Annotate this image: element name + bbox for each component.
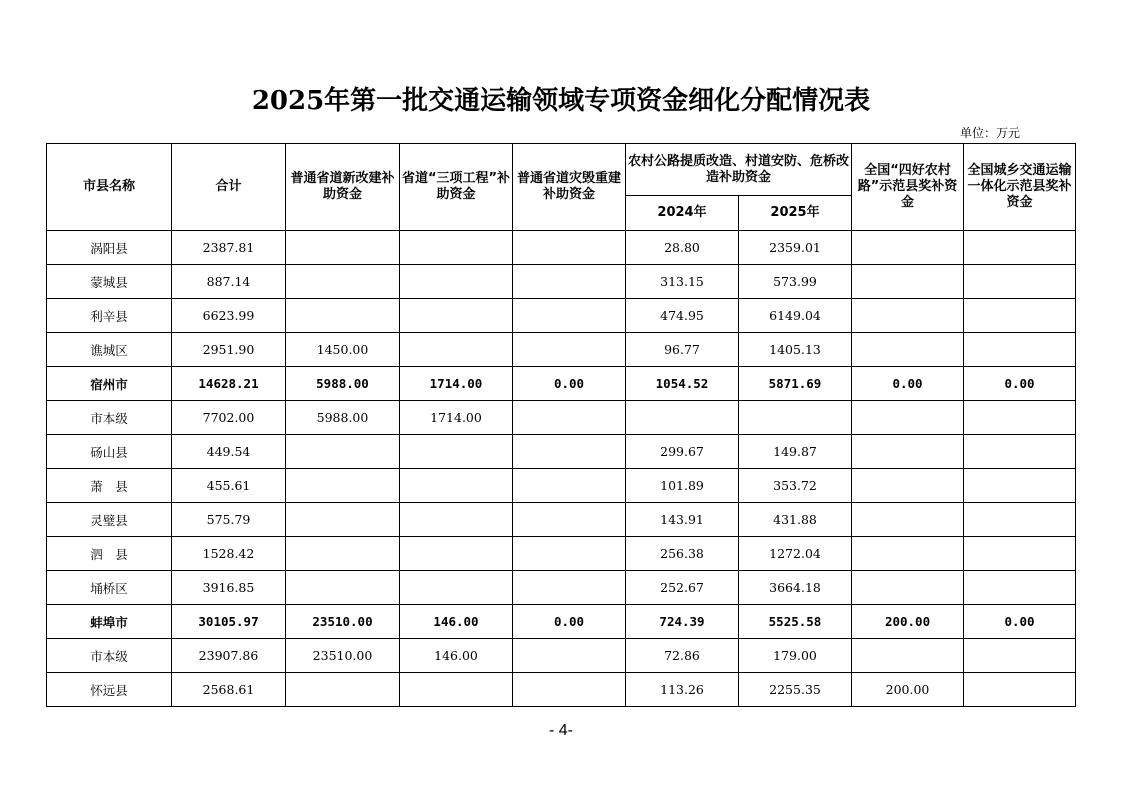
cell-amount-c5 (852, 639, 964, 673)
cell-amount-c3 (513, 231, 626, 265)
cell-amount-c1 (286, 673, 400, 707)
cell-amount-total: 3916.85 (172, 571, 286, 605)
cell-amount-y2025: 2255.35 (739, 673, 852, 707)
cell-amount-total: 30105.97 (172, 605, 286, 639)
cell-amount-c2 (400, 537, 513, 571)
cell-region-name: 市本级 (47, 639, 172, 673)
cell-amount-c3 (513, 265, 626, 299)
cell-amount-y2025: 5525.58 (739, 605, 852, 639)
cell-amount-c5 (852, 571, 964, 605)
cell-region-name: 泗 县 (47, 537, 172, 571)
cell-amount-c2 (400, 673, 513, 707)
cell-region-name: 砀山县 (47, 435, 172, 469)
table-row (47, 571, 1076, 605)
cell-amount-y2024: 313.15 (626, 265, 739, 299)
cell-amount-y2025: 573.99 (739, 265, 852, 299)
cell-amount-c2: 146.00 (400, 639, 513, 673)
cell-amount-c5 (852, 469, 964, 503)
cell-amount-c6 (964, 401, 1076, 435)
cell-amount-c6 (964, 299, 1076, 333)
cell-amount-total: 14628.21 (172, 367, 286, 401)
cell-amount-total: 449.54 (172, 435, 286, 469)
cell-amount-y2025: 1272.04 (739, 537, 852, 571)
cell-amount-y2024: 101.89 (626, 469, 739, 503)
cell-amount-c3: 0.00 (513, 367, 626, 401)
cell-amount-c5 (852, 265, 964, 299)
cell-amount-total: 575.79 (172, 503, 286, 537)
header-four-good-roads: 全国“四好农村路”示范县奖补资金 (852, 144, 964, 231)
cell-amount-c3 (513, 401, 626, 435)
cell-region-name: 涡阳县 (47, 231, 172, 265)
cell-amount-total: 2568.61 (172, 673, 286, 707)
cell-region-name: 埇桥区 (47, 571, 172, 605)
cell-amount-y2024: 474.95 (626, 299, 739, 333)
header-rural-road-group: 农村公路提质改造、村道安防、危桥改造补助资金 (626, 144, 852, 196)
cell-amount-y2024: 1054.52 (626, 367, 739, 401)
cell-region-name: 蚌埠市 (47, 605, 172, 639)
cell-amount-c6 (964, 673, 1076, 707)
cell-amount-c2 (400, 299, 513, 333)
cell-amount-c1 (286, 503, 400, 537)
unit-label: 单位：万元 (960, 126, 1021, 140)
cell-amount-y2025: 179.00 (739, 639, 852, 673)
cell-amount-y2024: 28.80 (626, 231, 739, 265)
cell-amount-total: 7702.00 (172, 401, 286, 435)
header-total: 合计 (172, 144, 286, 231)
cell-amount-c5 (852, 299, 964, 333)
cell-amount-c2 (400, 333, 513, 367)
header-urban-rural-integration: 全国城乡交通运输一体化示范县奖补资金 (964, 144, 1076, 231)
cell-amount-y2024: 113.26 (626, 673, 739, 707)
cell-region-name: 蒙城县 (47, 265, 172, 299)
cell-amount-c6: 0.00 (964, 605, 1076, 639)
header-year-2025: 2025年 (739, 196, 852, 231)
cell-region-name: 萧 县 (47, 469, 172, 503)
cell-amount-c6 (964, 435, 1076, 469)
cell-amount-c5: 200.00 (852, 605, 964, 639)
cell-amount-c1: 1450.00 (286, 333, 400, 367)
cell-amount-y2025: 2359.01 (739, 231, 852, 265)
cell-amount-c1 (286, 299, 400, 333)
cell-amount-c5: 200.00 (852, 673, 964, 707)
cell-amount-y2025 (739, 401, 852, 435)
cell-amount-c3 (513, 537, 626, 571)
page-number: - 4- (549, 722, 573, 739)
cell-region-name: 市本级 (47, 401, 172, 435)
cell-amount-c1: 23510.00 (286, 605, 400, 639)
header-provincial-road-new: 普通省道新改建补助资金 (286, 144, 400, 231)
header-disaster-rebuild: 普通省道灾毁重建补助资金 (513, 144, 626, 231)
cell-amount-c6: 0.00 (964, 367, 1076, 401)
cell-amount-y2025: 353.72 (739, 469, 852, 503)
table-row (47, 299, 1076, 333)
cell-amount-total: 455.61 (172, 469, 286, 503)
header-row (47, 144, 1076, 196)
cell-amount-c2 (400, 503, 513, 537)
cell-region-name: 怀远县 (47, 673, 172, 707)
cell-amount-c3 (513, 435, 626, 469)
cell-amount-c3 (513, 333, 626, 367)
cell-amount-c6 (964, 469, 1076, 503)
cell-amount-c1 (286, 537, 400, 571)
cell-amount-c2 (400, 435, 513, 469)
cell-amount-c1: 5988.00 (286, 401, 400, 435)
table-row (47, 605, 1076, 639)
cell-region-name: 利辛县 (47, 299, 172, 333)
cell-amount-c3 (513, 469, 626, 503)
cell-amount-c2: 1714.00 (400, 367, 513, 401)
cell-amount-c2: 1714.00 (400, 401, 513, 435)
allocation-table (46, 143, 1076, 707)
table-row (47, 333, 1076, 367)
cell-amount-c2 (400, 231, 513, 265)
cell-amount-c1 (286, 231, 400, 265)
table-row (47, 401, 1076, 435)
table-row (47, 673, 1076, 707)
cell-amount-y2024: 724.39 (626, 605, 739, 639)
cell-amount-c5: 0.00 (852, 367, 964, 401)
cell-amount-c3 (513, 503, 626, 537)
cell-amount-y2025: 6149.04 (739, 299, 852, 333)
cell-amount-total: 2387.81 (172, 231, 286, 265)
cell-amount-y2024 (626, 401, 739, 435)
header-name: 市县名称 (47, 144, 172, 231)
cell-amount-c3 (513, 571, 626, 605)
cell-amount-c1: 23510.00 (286, 639, 400, 673)
cell-amount-y2025: 5871.69 (739, 367, 852, 401)
table-row (47, 537, 1076, 571)
cell-amount-c1 (286, 435, 400, 469)
cell-amount-c5 (852, 435, 964, 469)
cell-amount-c6 (964, 571, 1076, 605)
cell-amount-y2025: 149.87 (739, 435, 852, 469)
cell-amount-c1 (286, 265, 400, 299)
cell-amount-y2024: 96.77 (626, 333, 739, 367)
header-three-projects: 省道“三项工程”补助资金 (400, 144, 513, 231)
cell-amount-c1 (286, 469, 400, 503)
table-row (47, 231, 1076, 265)
cell-amount-c3 (513, 299, 626, 333)
table-row (47, 503, 1076, 537)
cell-amount-total: 1528.42 (172, 537, 286, 571)
table-row (47, 639, 1076, 673)
cell-amount-c6 (964, 503, 1076, 537)
cell-amount-c6 (964, 231, 1076, 265)
cell-amount-total: 887.14 (172, 265, 286, 299)
cell-amount-c5 (852, 333, 964, 367)
cell-amount-y2025: 3664.18 (739, 571, 852, 605)
table-row (47, 435, 1076, 469)
cell-amount-c5 (852, 401, 964, 435)
cell-amount-c1: 5988.00 (286, 367, 400, 401)
cell-amount-y2025: 1405.13 (739, 333, 852, 367)
cell-amount-c5 (852, 231, 964, 265)
cell-amount-c2: 146.00 (400, 605, 513, 639)
cell-amount-y2024: 256.38 (626, 537, 739, 571)
cell-region-name: 谯城区 (47, 333, 172, 367)
table-row (47, 367, 1076, 401)
cell-amount-c3: 0.00 (513, 605, 626, 639)
table-body (47, 231, 1076, 707)
cell-region-name: 灵璧县 (47, 503, 172, 537)
cell-region-name: 宿州市 (47, 367, 172, 401)
cell-amount-c3 (513, 639, 626, 673)
cell-amount-c6 (964, 537, 1076, 571)
table-row (47, 469, 1076, 503)
cell-amount-c6 (964, 639, 1076, 673)
header-year-2024: 2024年 (626, 196, 739, 231)
table-row (47, 265, 1076, 299)
cell-amount-y2024: 72.86 (626, 639, 739, 673)
cell-amount-c5 (852, 503, 964, 537)
page-title: 2025年第一批交通运输领域专项资金细化分配情况表 (251, 86, 871, 116)
cell-amount-c5 (852, 537, 964, 571)
cell-amount-y2025: 431.88 (739, 503, 852, 537)
cell-amount-c1 (286, 571, 400, 605)
cell-amount-c6 (964, 265, 1076, 299)
cell-amount-c6 (964, 333, 1076, 367)
cell-amount-total: 23907.86 (172, 639, 286, 673)
cell-amount-c2 (400, 265, 513, 299)
cell-amount-y2024: 299.67 (626, 435, 739, 469)
cell-amount-total: 6623.99 (172, 299, 286, 333)
cell-amount-total: 2951.90 (172, 333, 286, 367)
cell-amount-c3 (513, 673, 626, 707)
cell-amount-y2024: 143.91 (626, 503, 739, 537)
cell-amount-c2 (400, 469, 513, 503)
cell-amount-c2 (400, 571, 513, 605)
cell-amount-y2024: 252.67 (626, 571, 739, 605)
